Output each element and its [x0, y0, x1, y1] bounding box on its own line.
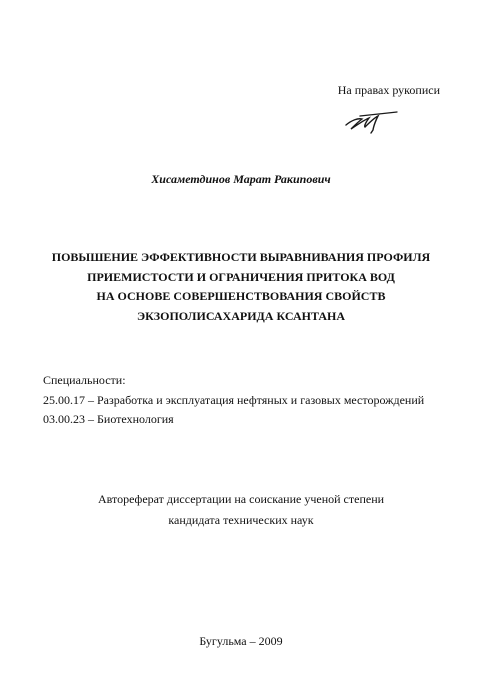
- title-line: ЭКЗОПОЛИСАХАРИДА КСАНТАНА: [136, 308, 346, 323]
- signature-icon: [340, 108, 400, 134]
- abstract-note-line: Автореферат диссертации на соискание ученой степени: [97, 492, 385, 506]
- title-line: ПОВЫШЕНИЕ ЭФФЕКТИВНОСТИ ВЫРАВНИВАНИЯ ПРОФИЛЯ: [51, 250, 431, 264]
- specialties-heading: Специальности:: [43, 373, 126, 387]
- specialties-block: [43, 371, 424, 430]
- title-line: НА ОСНОВЕ СОВЕРШЕНСТВОВАНИЯ СВОЙСТВ: [96, 289, 386, 303]
- dissertation-title: [20, 248, 462, 326]
- specialty-item: 03.00.23 – Биотехнология: [43, 412, 174, 426]
- title-line: ПРИЕМИСТОСТИ И ОГРАНИЧЕНИЯ ПРИТОКА ВОД: [87, 269, 395, 284]
- author-name: Хисаметдинов Марат Ракипович: [151, 172, 331, 186]
- abstract-note-line: кандидата технических наук: [168, 513, 314, 527]
- city-year: Бугульма – 2009: [199, 634, 283, 648]
- manuscript-note: На правах рукописи: [337, 83, 440, 97]
- specialty-item: 25.00.17 – Разработка и эксплуатация нефтяных и газовых месторождений: [43, 392, 425, 407]
- abstract-note: [0, 489, 482, 531]
